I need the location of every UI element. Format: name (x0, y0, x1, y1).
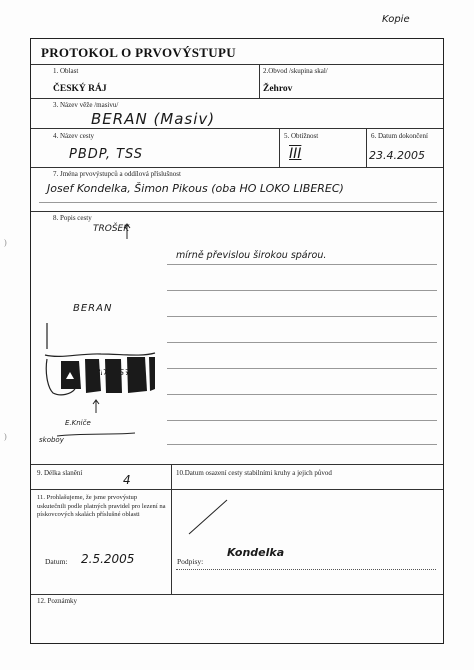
field-obtiznost-value: III (289, 146, 302, 162)
field-oblast-label: 1. Oblast (53, 67, 79, 75)
writing-line (167, 420, 437, 421)
route-sketch (31, 211, 171, 464)
sketch-line (57, 433, 135, 436)
field-jmena-value: Josef Kondelka, Šimon Pikous (oba HO LOKO LIBEREC) (47, 182, 344, 195)
field-slaneni-value: 4 (123, 473, 131, 487)
sketch-arrow (124, 224, 130, 239)
divider (279, 128, 280, 167)
sketch-label-bottom: E.Kniče (65, 419, 91, 427)
signature-line (176, 569, 436, 570)
writing-line (167, 368, 437, 369)
sketch-label-tower: BERAN (73, 303, 113, 314)
divider (171, 464, 172, 594)
rule (31, 64, 443, 65)
sketch-label-side: skoboy (39, 436, 64, 444)
field-osazeni-label: 10.Datum osazení cesty stabilními kruhy a jejich původ (176, 469, 332, 477)
field-oblast-value: ČESKÝ RÁJ (53, 84, 107, 94)
date-value: 2.5.2005 (81, 552, 135, 566)
field-cesta-value: PBDP, TSS (69, 147, 144, 162)
sketch-block (105, 359, 122, 393)
writing-line (167, 316, 437, 317)
slash-mark (179, 494, 239, 539)
sketch-label-route: PBDP, TSS (91, 368, 129, 377)
field-cesta-label: 4. Název cesty (53, 132, 95, 140)
divider (259, 64, 260, 98)
field-datum-value: 23.4.2005 (369, 149, 425, 162)
date-label: Datum: (45, 557, 68, 566)
writing-line (167, 290, 437, 291)
sketch-arrow (93, 400, 99, 413)
field-jmena-label: 7. Jména prvovýstupců a oddílová příslušnost (53, 170, 181, 178)
field-obtiznost-label: 5. Obtížnost (284, 132, 319, 140)
field-prohlaseni-text: 11. Prohlašujeme, že jsme prvovýstup uskutečnili podle platných pravidel pro lezení na pískovcových skalách příslušné oblasti (37, 494, 166, 518)
field-obvod-value: Žehrov (263, 84, 293, 94)
writing-line (167, 264, 437, 265)
writing-line (167, 342, 437, 343)
writing-line (39, 202, 437, 203)
field-datum-label: 6. Datum dokončení (371, 132, 428, 140)
form-title: PROTOKOL O PRVOVÝSTUPU (41, 45, 236, 60)
divider (366, 128, 367, 167)
field-popis-description: mírně převislou širokou spárou. (176, 250, 327, 261)
sketch-block (85, 359, 101, 393)
sketch-label-top: TROŠEK (93, 224, 130, 234)
writing-line (167, 394, 437, 395)
signature-label: Podpisy: (177, 557, 204, 566)
field-popis-label: 8. Popis cesty (53, 214, 92, 222)
corner-note: Kopie (382, 14, 410, 25)
field-slaneni-label: 9. Délka slanění (37, 469, 83, 477)
rule (31, 98, 443, 99)
field-vez-label: 3. Název věže /masivu/ (53, 101, 119, 109)
sketch-block (127, 357, 147, 393)
sketch-ground (45, 323, 155, 356)
protocol-form (30, 38, 444, 644)
rule (31, 464, 443, 465)
field-vez-value: BERAN (Masiv) (91, 110, 216, 128)
writing-line (167, 444, 437, 445)
rule (31, 594, 443, 595)
rule (31, 167, 443, 168)
sketch-block (149, 357, 155, 391)
signature-value: Kondelka (227, 546, 285, 559)
rule (31, 128, 443, 129)
punch-mark: ) (4, 432, 7, 441)
field-poznamky-label: 12. Poznámky (37, 597, 78, 605)
field-obvod-label: 2.Obvod /skupina skal/ (263, 67, 328, 75)
punch-mark: ) (4, 238, 7, 247)
rule (31, 489, 443, 490)
